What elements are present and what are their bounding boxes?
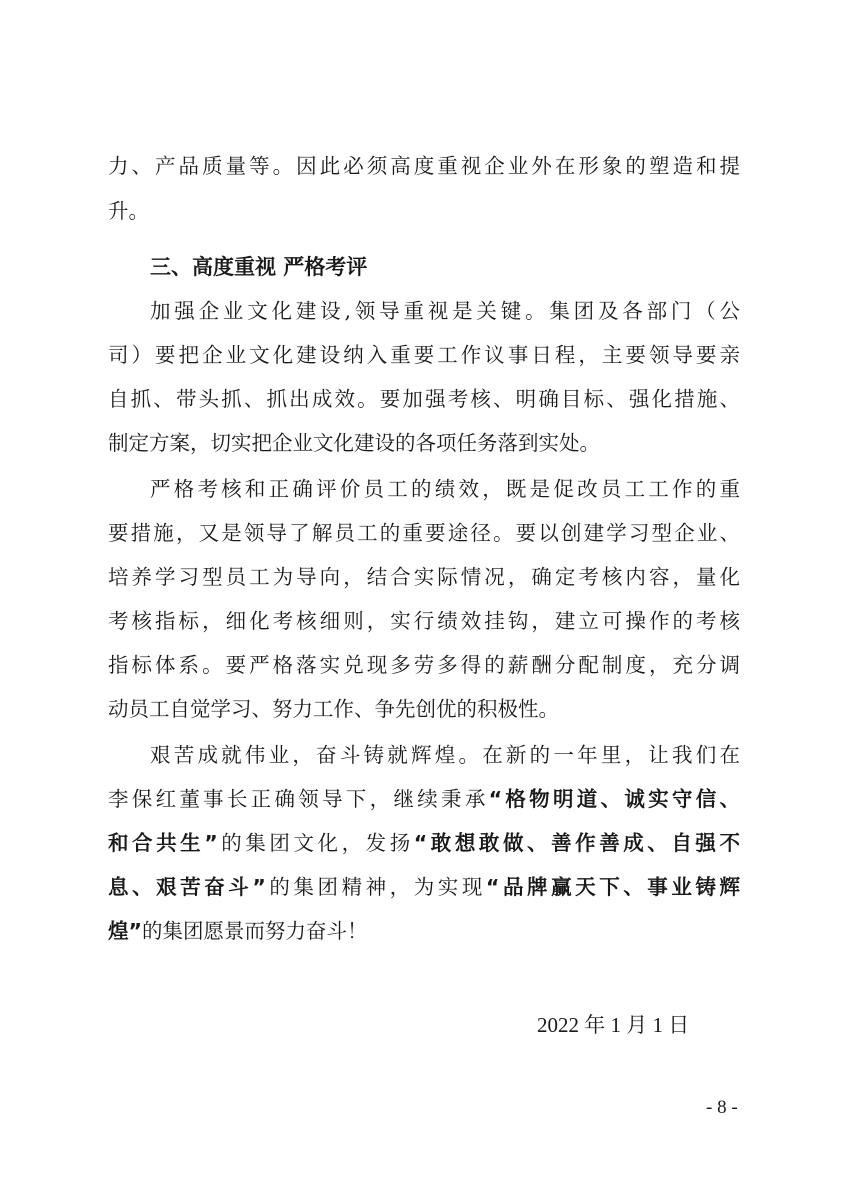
paragraph-3-line-3 bbox=[108, 828, 740, 858]
paragraph-3-line-5-text: 的集团愿景而努力奋斗！ bbox=[141, 919, 368, 943]
paragraph-2-line-3: 培养学习型员工为导向，结合实际情况，确定考核内容，量化 bbox=[108, 565, 740, 589]
paragraph-1-line-4: 制定方案，切实把企业文化建设的各项任务落到实处。 bbox=[108, 431, 600, 455]
group-spirit-quote-part-1: “敢想敢做、善作善成、自强不 bbox=[413, 831, 740, 855]
paragraph-2-line-5: 指标体系。要严格落实兑现多劳多得的薪酬分配制度，充分调 bbox=[108, 653, 740, 677]
paragraph-3-line-4-text: 的集团精神，为实现 bbox=[265, 875, 486, 899]
group-culture-quote-part-2: 和合共生” bbox=[108, 831, 218, 855]
paragraph-1-line-3: 自抓、带头抓、抓出成效。要加强考核、明确目标、强化措施、 bbox=[108, 387, 740, 411]
continuation-line-2: 升。 bbox=[108, 199, 149, 223]
paragraph-2-line-2: 要措施，又是领导了解员工的重要途径。要以创建学习型企业、 bbox=[108, 521, 740, 545]
paragraph-3-line-1: 艰苦成就伟业，奋斗铸就辉煌。在新的一年里，让我们在 bbox=[150, 743, 740, 767]
continuation-line-1: 力、产品质量等。因此必须高度重视企业外在形象的塑造和提 bbox=[108, 154, 740, 178]
paragraph-3-line-3-text: 的集团文化，发扬 bbox=[217, 831, 414, 855]
paragraph-2-line-4: 考核指标，细化考核细则，实行绩效挂钩，建立可操作的考核 bbox=[108, 609, 740, 633]
paragraph-3-line-4 bbox=[108, 872, 740, 902]
group-vision-quote-part-1: “品牌赢天下、事业铸辉 bbox=[485, 875, 740, 899]
paragraph-1-line-2: 司）要把企业文化建设纳入重要工作议事日程，主要领导要亲 bbox=[108, 343, 740, 367]
paragraph-3-line-5 bbox=[108, 916, 740, 946]
section-heading: 三、高度重视 严格考评 bbox=[150, 255, 368, 279]
group-vision-quote-part-2: 煌” bbox=[108, 919, 142, 943]
paragraph-1-line-1: 加强企业文化建设,领导重视是关键。集团及各部门（公 bbox=[150, 299, 740, 323]
group-culture-quote-part-1: “格物明道、诚实守信、 bbox=[488, 787, 740, 811]
page-number: - 8 - bbox=[706, 1097, 738, 1118]
paragraph-2-line-6: 动员工自觉学习、努力工作、争先创优的积极性。 bbox=[108, 697, 559, 721]
document-date: 2022 年 1 月 1 日 bbox=[537, 1013, 690, 1037]
paragraph-2-line-1: 严格考核和正确评价员工的绩效，既是促改员工工作的重 bbox=[150, 477, 740, 501]
paragraph-3-line-2-text: 李保红董事长正确领导下，继续秉承 bbox=[108, 787, 489, 811]
paragraph-3-line-2 bbox=[108, 784, 740, 814]
group-spirit-quote-part-2: 息、艰苦奋斗” bbox=[108, 875, 266, 899]
